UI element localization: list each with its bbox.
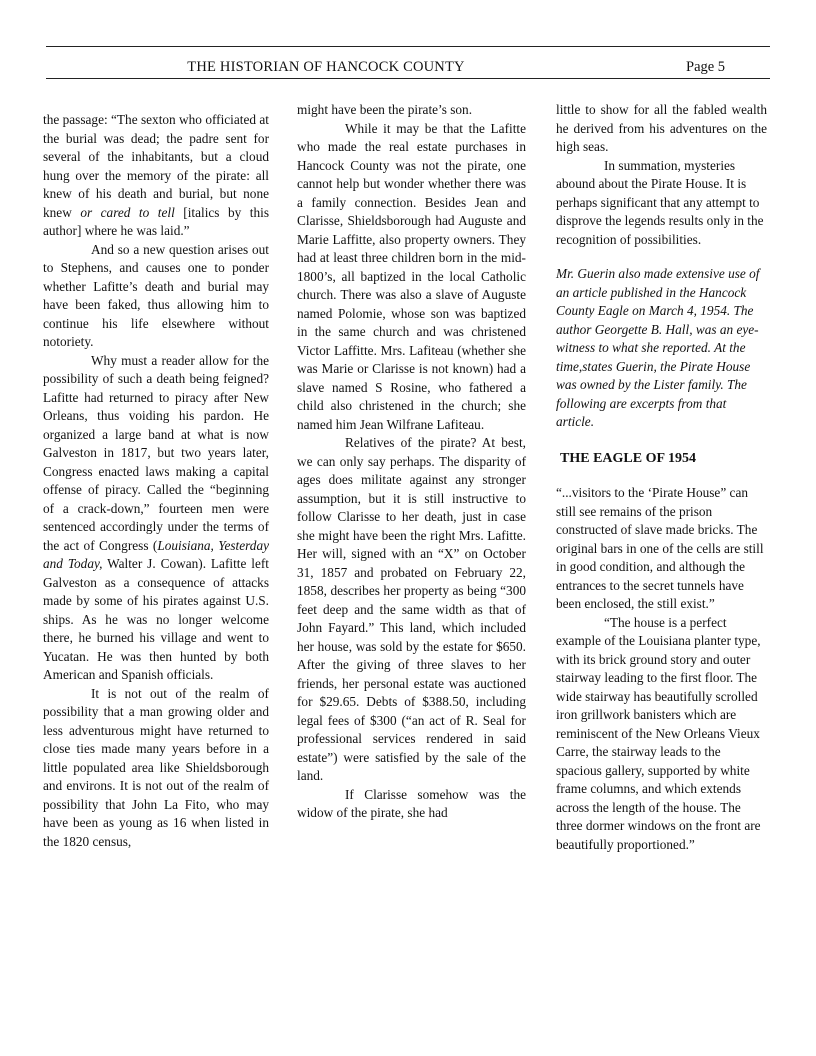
paragraph: little to show for all the fabled wealth he derived from his adventures on the high seas. (556, 102, 767, 154)
italic-text: or cared to tell (80, 204, 175, 220)
column-2 (297, 101, 526, 823)
text-run: [italics by this author] where he was laid.” (43, 204, 269, 238)
excerpt-paragraph: “...visitors to the ‘Pirate House” can still see remains of the prison constructed of slave made bricks. The original bars in one of the cells are still in good condition, and although the entrances to the secret tunnels have been enclosed, the still exist.” (556, 485, 764, 611)
column-3 (556, 101, 767, 854)
header-rule-bottom (46, 78, 770, 79)
paragraph: It is not out of the realm of possibility that a man growing older and less adventurous might have returned to close ties made many years before in a little populated area like Shieldsborough and environs. It is not out of the realm of possibility that John La Fito, who may have been as young as 16 when listed in the 1820 census, (43, 685, 269, 849)
italic-citation: Louisiana, Yesterday and Today, (43, 537, 269, 571)
editor-note: Mr. Guerin also made extensive use of an article published in the Hancock County Eagle on March 4, 1954. The author Georgette B. Hall, was an eye-witness to what she reported. At the time,states Guerin, the Pirate House was owned by the Lister family. The following are excerpts from that article. (556, 266, 760, 429)
text-run: the passage: “The sexton who officiated at the burial was dead; the padre sent for several of the inhabitants, but a cloud hung over the memory of the pirate: all knew of his death and burial, but none knew (43, 112, 269, 220)
paragraph (43, 111, 269, 241)
column-1 (43, 111, 269, 851)
newsletter-title: THE HISTORIAN OF HANCOCK COUNTY (187, 59, 465, 75)
text-run: Why must a reader allow for the possibility of such a death being feigned? Lafitte had returned to piracy after New Orleans, thus voiding his pardon. He organized a large band at what is now Galveston in 1817, but two years later, Congress enacted laws making a capital offense of piracy. Called the “beginning of a crack-down,” fourteen men were sentenced accordingly under the terms of the act of Congress ( (43, 352, 269, 553)
excerpt-paragraph: “The house is a perfect example of the Louisiana planter type, with its brick ground story and outer stairway leading to the first floor. The wide stairway has beautifully scrolled iron grillwork banisters which are reminiscent of the New Orleans Vieux Carre, the stairway leads to the spacious gallery, supported by white frame columns, and which extends across the length of the house. The three dormer windows on the front are beautifully proportioned.” (556, 614, 761, 852)
page-number: Page 5 (686, 59, 726, 75)
paragraph: In summation, mysteries abound about the Pirate House. It is perhaps significant that any attempt to disprove the legends results only in the recognition of possibilities. (556, 157, 764, 247)
paragraph: If Clarisse somehow was the widow of the pirate, she had (297, 786, 526, 820)
paragraph (43, 352, 269, 685)
paragraph: might have been the pirate’s son. (297, 102, 473, 117)
section-heading: THE EAGLE OF 1954 (560, 450, 697, 466)
text-run: Walter J. Cowan). Lafitte left Galveston as a consequence of attacks made by some of his pirates against U.S. ships. As he was no longer welcome there, he burned his village and went to Yucatan. He was then hunted by both American and Spanish officials. (43, 556, 270, 682)
paragraph: Relatives of the pirate? At best, we can only say perhaps. The disparity of ages does militate against any stronger assumption, but it is still instructive to follow Clarisse to her death, just in case she might have been the right Mrs. Lafitte. Her will, signed with an “X” on October 31, 1857 and probated on February 22, 1858, describes her property as being “300 feet deep and the same width as that of John Fayard.” This land, which included her house, was sold by the estate for $650. After the giving of three slaves to her friends, her personal estate was auctioned for $29.65. Debts of $388.50, including legal fees of $300 (“an act of R. Seal for professional services rendered in said estate”) were satisfied by the sale of the land. (297, 435, 526, 783)
paragraph: While it may be that the Lafitte who made the real estate purchases in Hancock County was not the pirate, one cannot help but wonder whether there was a family connection. Besides Jean and Clarisse, Shieldsborough had Auguste and Marie Laffitte, also property owners. They had at least three children born in the mid-1800’s, all baptized in the local Catholic church. There was also a slave of Auguste named Polomie, whose son was baptized in the same church and was christened Victor Laffitte. Mrs. Lafiteau (whether she was Marie or Clarisse is not known) had a slave named S Rosine, who fathered a child also christened in the church; she named him Jean Wilfrane Lafiteau. (297, 120, 526, 432)
header-rule-top (46, 46, 770, 47)
paragraph: And so a new question arises out to Stephens, and causes one to ponder whether Lafitte’s death and burial may have been faked, thus allowing him to continue his life elsewhere without notoriety. (43, 241, 269, 349)
